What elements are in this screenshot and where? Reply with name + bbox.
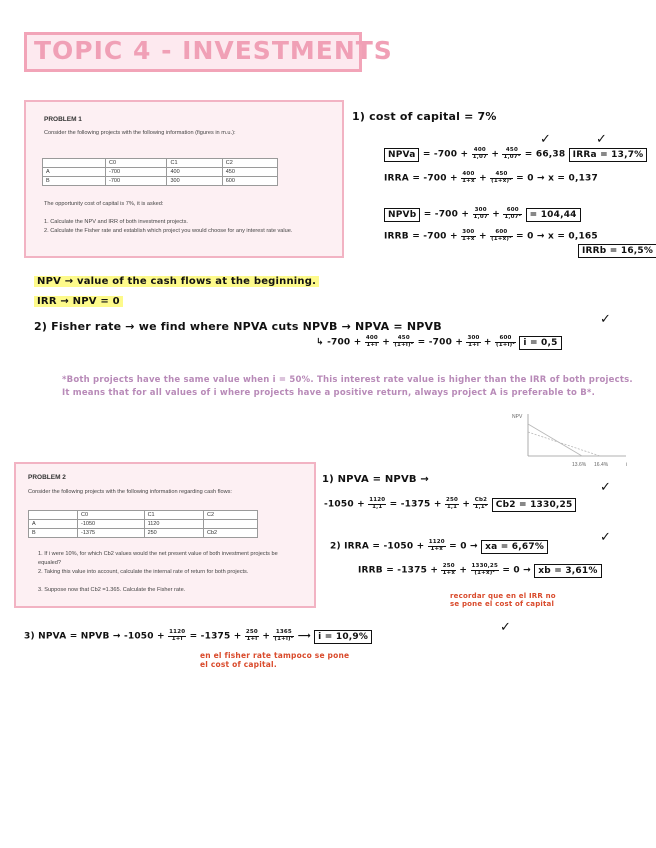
fraction — [466, 336, 480, 348]
npva-line: NPVa = -700 + $\frac{400}{1,07}$ + $\frac{450}{\text{1,07²}}$ = 66,38 IRRa = 13,7% — [384, 148, 647, 160]
denominator: (1+i)² — [274, 635, 294, 642]
fraction — [393, 336, 414, 348]
npvb-label: NPVb — [384, 208, 420, 222]
checkmark-icon: ✓ — [596, 132, 608, 147]
fisher-equation: ↳ -700 + $\frac{400}{1+i}$ + $\frac{450}{\text{(1+i)²}}$ = -700 + $\frac{300}{1+i}$ + $\frac{600}{\text{(1+i)²}}$ i = 0,5 — [316, 336, 562, 348]
numerator: 400 — [472, 148, 488, 155]
plus-sign: + — [262, 631, 271, 642]
table-row — [29, 520, 258, 529]
denominator: 1,07² — [504, 213, 522, 220]
table-row — [43, 168, 278, 177]
fraction — [473, 208, 489, 220]
p2-eq1 — [324, 498, 576, 510]
irrb-line: IRRB = -700 + $\frac{300}{1+x}$ + $\frac{600}{\text{(1+x)²}}$ = 0 → x = 0,165 — [384, 229, 598, 242]
numerator: 600 — [503, 208, 522, 215]
irra-lead: 2) IRRA = -1050 + — [330, 541, 425, 552]
numerator: 450 — [502, 148, 521, 155]
numerator: 400 — [462, 171, 475, 177]
fisher-lead: ↳ -700 + — [316, 337, 362, 348]
problem2-table — [28, 510, 258, 538]
irr-definition-text: IRR → NPV = 0 — [34, 296, 123, 307]
xa-result: xa = 6,67% — [481, 540, 548, 554]
fraction — [490, 230, 513, 242]
xb-result: xb = 3,61% — [534, 564, 601, 578]
fraction — [490, 172, 513, 184]
numerator: 1120 — [428, 539, 445, 545]
table-cell: 250 — [144, 529, 203, 538]
p1-step1: 1) cost of capital = 7% — [352, 110, 497, 123]
problem1-q2: 2. Calculate the Fisher rate and establish which project you would choose for any interest rate value. — [44, 228, 293, 234]
problem1-heading: PROBLEM 1 — [44, 116, 82, 123]
denominator: (1+x)² — [491, 177, 512, 184]
numerator: 600 — [490, 230, 513, 237]
table-row — [29, 529, 258, 538]
cb2-result: Cb2 = 1330,25 — [492, 498, 577, 512]
fisher-rate-result: i = 10,9% — [314, 630, 372, 644]
table-cell: Cb2 — [204, 529, 258, 538]
table-cell: -700 — [106, 177, 167, 186]
numerator: 250 — [442, 563, 455, 569]
eq3-mid: = -1375 + — [189, 631, 242, 642]
tick-label: 13.6% — [572, 462, 587, 468]
problem2-q3: 3. Suppose now that Cb2 =1.365. Calculate the Fisher rate. — [38, 587, 186, 593]
table-cell: C1 — [144, 511, 203, 520]
irrb-tail: = 0 → — [502, 565, 531, 576]
denominator: 1+i — [246, 635, 258, 642]
checkmark-icon: ✓ — [540, 132, 552, 147]
irra-box: IRRa = 13,7% — [569, 148, 648, 162]
npvb-line: NPVb = -700 + $\frac{300}{1,07}$ + $\frac{600}{\text{1,07²}}$ = 104,44 — [384, 208, 581, 220]
p2-step3 — [24, 630, 372, 642]
numerator: 300 — [462, 229, 475, 235]
denominator: 1+x — [462, 177, 475, 184]
denominator: 1+x — [430, 545, 444, 552]
problem2-q1: 1. If i were 10%, for which Cb2 values would the net present value of both investment projects be equaled? — [38, 551, 278, 566]
fraction — [472, 148, 488, 160]
eq-mid: = -1375 + — [389, 499, 442, 510]
fisher-result: i = 0,5 — [519, 336, 561, 350]
npva-label: NPVa — [384, 148, 419, 162]
table-cell: -700 — [106, 168, 167, 177]
x-axis-label: i — [626, 462, 628, 468]
table-cell: C2 — [222, 159, 277, 168]
checkmark-icon: ✓ — [600, 530, 612, 545]
table-cell: -1375 — [78, 529, 145, 538]
table-cell: C2 — [204, 511, 258, 520]
denominator: 1+i — [366, 341, 378, 348]
table-cell: B — [29, 529, 78, 538]
numerator: 450 — [393, 336, 414, 343]
table-cell: C0 — [78, 511, 145, 520]
denominator: 1,1 — [372, 503, 383, 510]
denominator: 1,1² — [474, 503, 488, 510]
numerator: 600 — [495, 336, 516, 343]
denominator: 1+x — [462, 235, 475, 242]
fraction — [471, 564, 499, 576]
problem2-intro: Consider the following projects with the following information regarding cash flows: — [28, 489, 232, 495]
npv-line-a — [528, 424, 582, 456]
irra-label: IRRA — [384, 173, 409, 184]
npvb-lead: = -700 + — [423, 209, 470, 220]
table-cell: 400 — [167, 168, 222, 177]
numerator: 1120 — [369, 497, 386, 503]
denominator: (1+x)² — [474, 569, 496, 576]
irra-lead: = -700 + — [412, 173, 458, 184]
irrb-lead: = -700 + — [412, 231, 458, 242]
table-cell: 300 — [167, 177, 222, 186]
npva-lead: = -700 + — [422, 149, 469, 160]
table-cell — [204, 520, 258, 529]
npv-definition — [34, 276, 319, 287]
table-header-row — [43, 159, 278, 168]
denominator: 1+i — [468, 341, 479, 348]
table-cell: 600 — [222, 177, 277, 186]
numerator: 250 — [245, 629, 258, 635]
red-note-fisher: en el fisher rate tampoco se pone el cost of capital. — [200, 651, 350, 669]
fraction — [245, 630, 259, 642]
irr-definition — [34, 296, 123, 307]
table-cell: A — [29, 520, 78, 529]
fraction — [445, 498, 459, 510]
denominator: (1+i)² — [394, 341, 414, 348]
table-cell: -1050 — [78, 520, 145, 529]
table-cell: B — [43, 177, 106, 186]
fraction — [495, 336, 516, 348]
arrow-icon: ⟶ — [297, 631, 311, 642]
npvb-result: = 104,44 — [526, 208, 581, 222]
table-cell: C0 — [106, 159, 167, 168]
problem1-cost: The opportunity cost of capital is 7%, it is asked: — [44, 201, 164, 207]
problem2-box — [14, 462, 316, 608]
numerator: Cb2 — [474, 497, 488, 503]
page-title: TOPIC 4 - INVESTMENTS — [34, 36, 393, 65]
npv-definition-text: NPV → value of the cash flows at the beginning. — [34, 276, 319, 287]
numerator: 300 — [473, 208, 489, 215]
fraction — [503, 208, 522, 220]
npv-line-b — [528, 432, 600, 456]
fraction — [502, 148, 521, 160]
numerator: 400 — [365, 335, 378, 341]
fraction — [461, 172, 476, 184]
eq3-lead: -1050 + — [123, 631, 165, 642]
table-header-row — [29, 511, 258, 520]
problem2-heading: PROBLEM 2 — [28, 474, 66, 481]
denominator: 1,1 — [446, 503, 458, 510]
npva-result: = 66,38 — [524, 149, 566, 160]
denominator: 1+i — [171, 635, 183, 642]
eq-lead: -1050 + — [324, 499, 365, 510]
fraction — [461, 230, 476, 242]
plus-sign: + — [483, 337, 492, 348]
checkmark-icon: ✓ — [500, 620, 512, 635]
table-cell — [43, 159, 106, 168]
numerator: 1120 — [169, 629, 186, 635]
y-axis-label: NPV — [512, 414, 523, 420]
denominator: (1+i)² — [496, 341, 515, 348]
denominator: (1+x)² — [491, 235, 512, 242]
denominator: 1+x — [442, 569, 456, 576]
problem1-table — [42, 158, 278, 186]
fraction — [473, 498, 488, 510]
fraction — [368, 498, 386, 510]
p2-irra-line — [330, 540, 548, 552]
denominator: 1,07 — [473, 213, 488, 220]
numerator: 1365 — [273, 630, 294, 637]
fisher-mid: = -700 + — [417, 337, 464, 348]
irrb-tail: = 0 → x = 0,165 — [516, 231, 598, 242]
irra-tail: = 0 → x = 0,137 — [516, 173, 598, 184]
p2-step1: 1) NPVA = NPVB → — [322, 474, 429, 485]
irra-tail: = 0 → — [449, 541, 478, 552]
tick-label: 16.4% — [594, 462, 609, 468]
denominator: 1,07 — [472, 153, 488, 160]
red-note-irr: recordar que en el IRR no se pone el cost of capital — [450, 592, 556, 609]
numerator: 250 — [445, 497, 459, 503]
fraction — [441, 564, 456, 576]
step3-label: 3) NPVA = NPVB → — [24, 631, 121, 642]
irra-line: IRRA = -700 + $\frac{400}{1+x}$ + $\frac{450}{\text{(1+x)²}}$ = 0 → x = 0,137 — [384, 171, 598, 184]
problem2-q2: 2. Taking this value into account, calculate the internal rate of return for both projects. — [38, 569, 249, 575]
table-row — [43, 177, 278, 186]
p2-irrb-line — [358, 564, 602, 576]
problem1-intro: Consider the following projects with the following information (figures in m.u.): — [44, 130, 236, 136]
checkmark-icon: ✓ — [600, 312, 612, 327]
problem1-q1: 1. Calculate the NPV and IRR of both investment projects. — [44, 219, 188, 225]
table-cell: 450 — [222, 168, 277, 177]
numerator: 450 — [490, 172, 513, 179]
problem1-box — [24, 100, 344, 258]
fraction — [428, 540, 446, 552]
numerator: 300 — [467, 335, 480, 341]
fisher-note: *Both projects have the same value when i = 50%. This interest rate value is higher than the IRR of both projects. It means that for all values of i where projects have a positive return, always project A is preferable to B*. — [62, 375, 633, 398]
npv-mini-chart — [506, 408, 636, 472]
fisher-heading: 2) Fisher rate → we find where NPVA cuts NPVB → NPVA = NPVB — [34, 320, 442, 333]
plus-sign: + — [462, 499, 471, 510]
irrb-label: IRRB — [384, 231, 409, 242]
fraction — [365, 336, 379, 348]
table-cell: C1 — [167, 159, 222, 168]
table-cell: A — [43, 168, 106, 177]
fraction — [273, 630, 294, 642]
fraction — [168, 630, 186, 642]
numerator: 1330,25 — [471, 563, 498, 569]
irrb-lead: IRRB = -1375 + — [358, 565, 439, 576]
denominator: 1,07² — [503, 153, 521, 160]
table-cell: 1120 — [144, 520, 203, 529]
irrb-box: IRRb = 16,5% — [578, 244, 656, 258]
checkmark-icon: ✓ — [600, 480, 612, 495]
plus-sign: + — [459, 565, 468, 576]
table-cell — [29, 511, 78, 520]
